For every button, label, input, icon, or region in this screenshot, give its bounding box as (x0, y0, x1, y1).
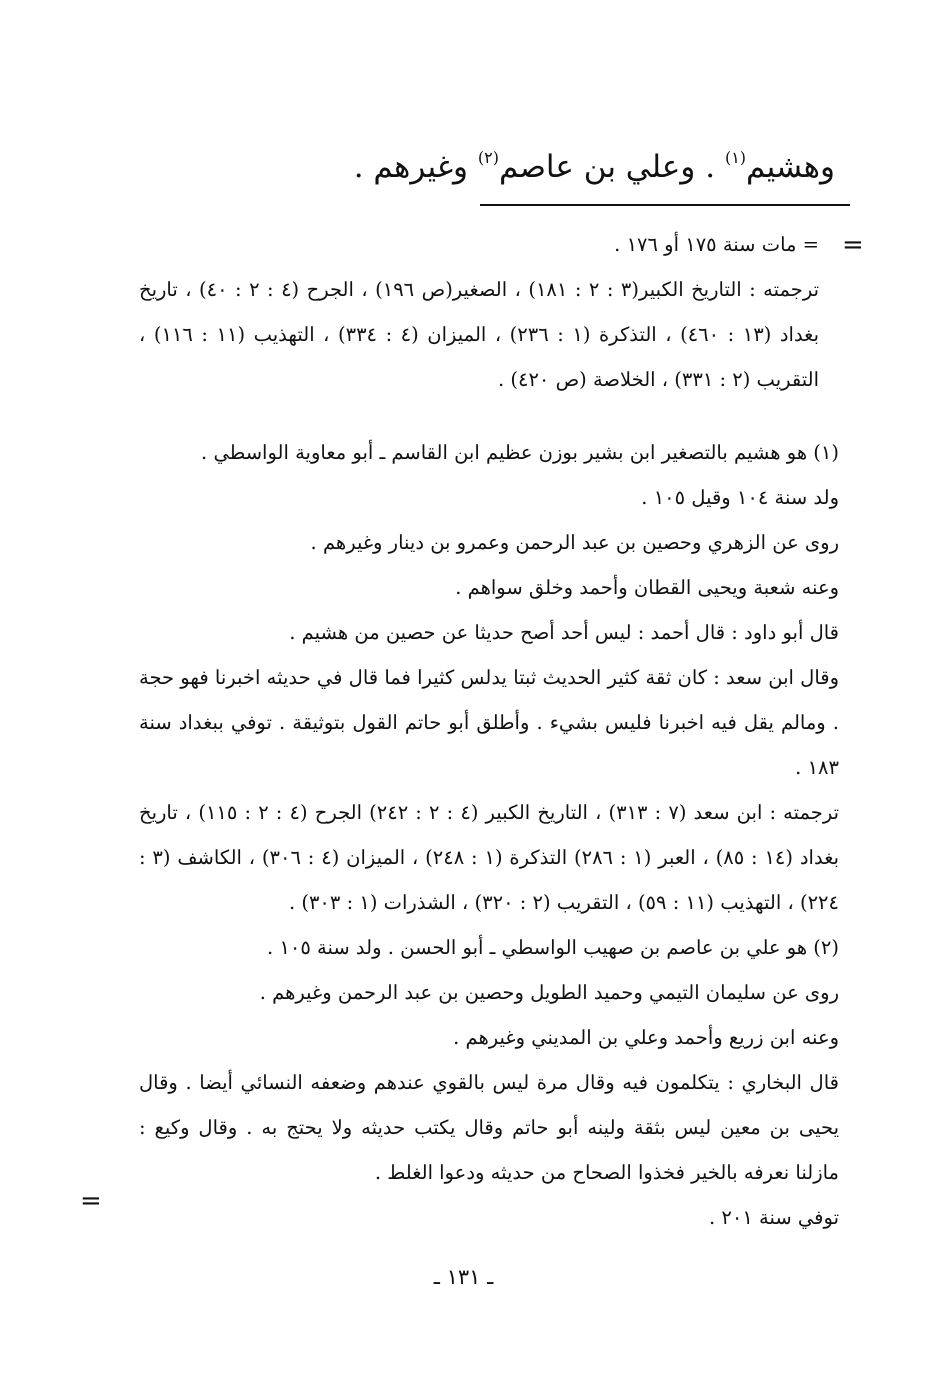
footnote-separator-rule (480, 204, 850, 206)
footnote-1-line: ولد سنة ١٠٤ وقيل ١٠٥ . (641, 486, 839, 509)
footnote-1-paragraph: وقال ابن سعد : كان ثقة كثير الحديث ثبتا يدلس كثيرا فما قال في حديثه اخبرنا فهو حجة . ومالم يقل فيه اخبرنا فليس بشيء . وأطلق أبو حاتم القول بتوثيقة . توفي ببغداد سنة ١٨٣ . (139, 666, 839, 779)
footnote-1-line: وعنه شعبة ويحيى القطان وأحمد وخلق سواهم . (455, 576, 839, 599)
footnote-1-head: (١) هو هشيم بالتصغير ابن بشير بوزن عظيم ابن القاسم ـ أبو معاوية الواسطي . (201, 441, 839, 464)
margin-equals-mark-bottom: = (80, 1186, 102, 1216)
footnotes (139, 430, 839, 1240)
continued-footnote (139, 222, 819, 402)
footnote-ref-2[interactable]: (٢) (477, 148, 499, 167)
footnote-1-references: ترجمته : ابن سعد (٧ : ٣١٣) ، التاريخ الكبير (٤ : ٢ : ٢٤٢) الجرح (٤ : ٢ : ١١٥) ، تاريخ بغداد (١٤ : ٨٥) ، العبر (١ : ٢٨٦) التذكرة (١ : ٢٤٨) ، الميزان (٤ : ٣٠٦) ، الكاشف (٣ : ٢٢٤) ، التهذيب (١١ : ٥٩) ، التقريب (٢ : ٣٢٠) ، الشذرات (١ : ٣٠٣) . (139, 801, 840, 914)
footnote-2-line: توفي سنة ٢٠١ . (709, 1206, 839, 1229)
margin-equals-mark-top: = (842, 230, 864, 260)
footnote-1-line: روى عن الزهري وحصين بن عبد الرحمن وعمرو بن دينار وغيرهم . (310, 531, 839, 554)
continued-footnote-line-1: = مات سنة ١٧٥ أو ١٧٦ . (614, 233, 819, 256)
footnote-ref-1[interactable]: (١) (724, 148, 747, 167)
continued-footnote-line-2: ترجمته : التاريخ الكبير(٣ : ٢ : ١٨١) ، الصغير(ص ١٩٦) ، الجرح (٤ : ٢ : ٤٠) ، تاريخ بغداد (١٣ : ٤٦٠) ، التذكرة (١ : ٢٣٦) ، الميزان (٤ : ٣٣٤) ، التهذيب (١١ : ١١٦) ، التقريب (٢ : ٣٣١) ، الخلاصة (ص ٤٢٠) . (139, 278, 820, 391)
main-text-part-3: وغيرهم . (353, 149, 478, 185)
main-text-part-1: وهشيم (746, 149, 835, 185)
footnote-2-line: وعنه ابن زريع وأحمد وعلي بن المديني وغيرهم . (453, 1026, 839, 1049)
footnote-2-paragraph: قال البخاري : يتكلمون فيه وقال مرة ليس بالقوي عندهم وضعفه النسائي أيضا . وقال يحيى بن معين ليس بثقة ولينه أبو حاتم وقال يكتب حديثه ولا يحتج به . وقال وكيع : مازلنا نعرفه بالخير فخذوا الصحاح من حديثه ودعوا الغلط . (139, 1071, 839, 1184)
footnote-2-head: (٢) هو علي بن عاصم بن صهيب الواسطي ـ أبو الحسن . ولد سنة ١٠٥ . (267, 936, 839, 959)
page-number: ـ ١٣١ ـ (433, 1265, 494, 1289)
footnote-2-line: روى عن سليمان التيمي وحميد الطويل وحصين بن عبد الرحمن وغيرهم . (259, 981, 839, 1004)
main-text-line (275, 132, 835, 193)
main-text-part-2: . وعلي بن عاصم (498, 149, 725, 185)
footnote-1-line: قال أبو داود : قال أحمد : ليس أحد أصح حديثا عن حصين من هشيم . (289, 621, 839, 644)
